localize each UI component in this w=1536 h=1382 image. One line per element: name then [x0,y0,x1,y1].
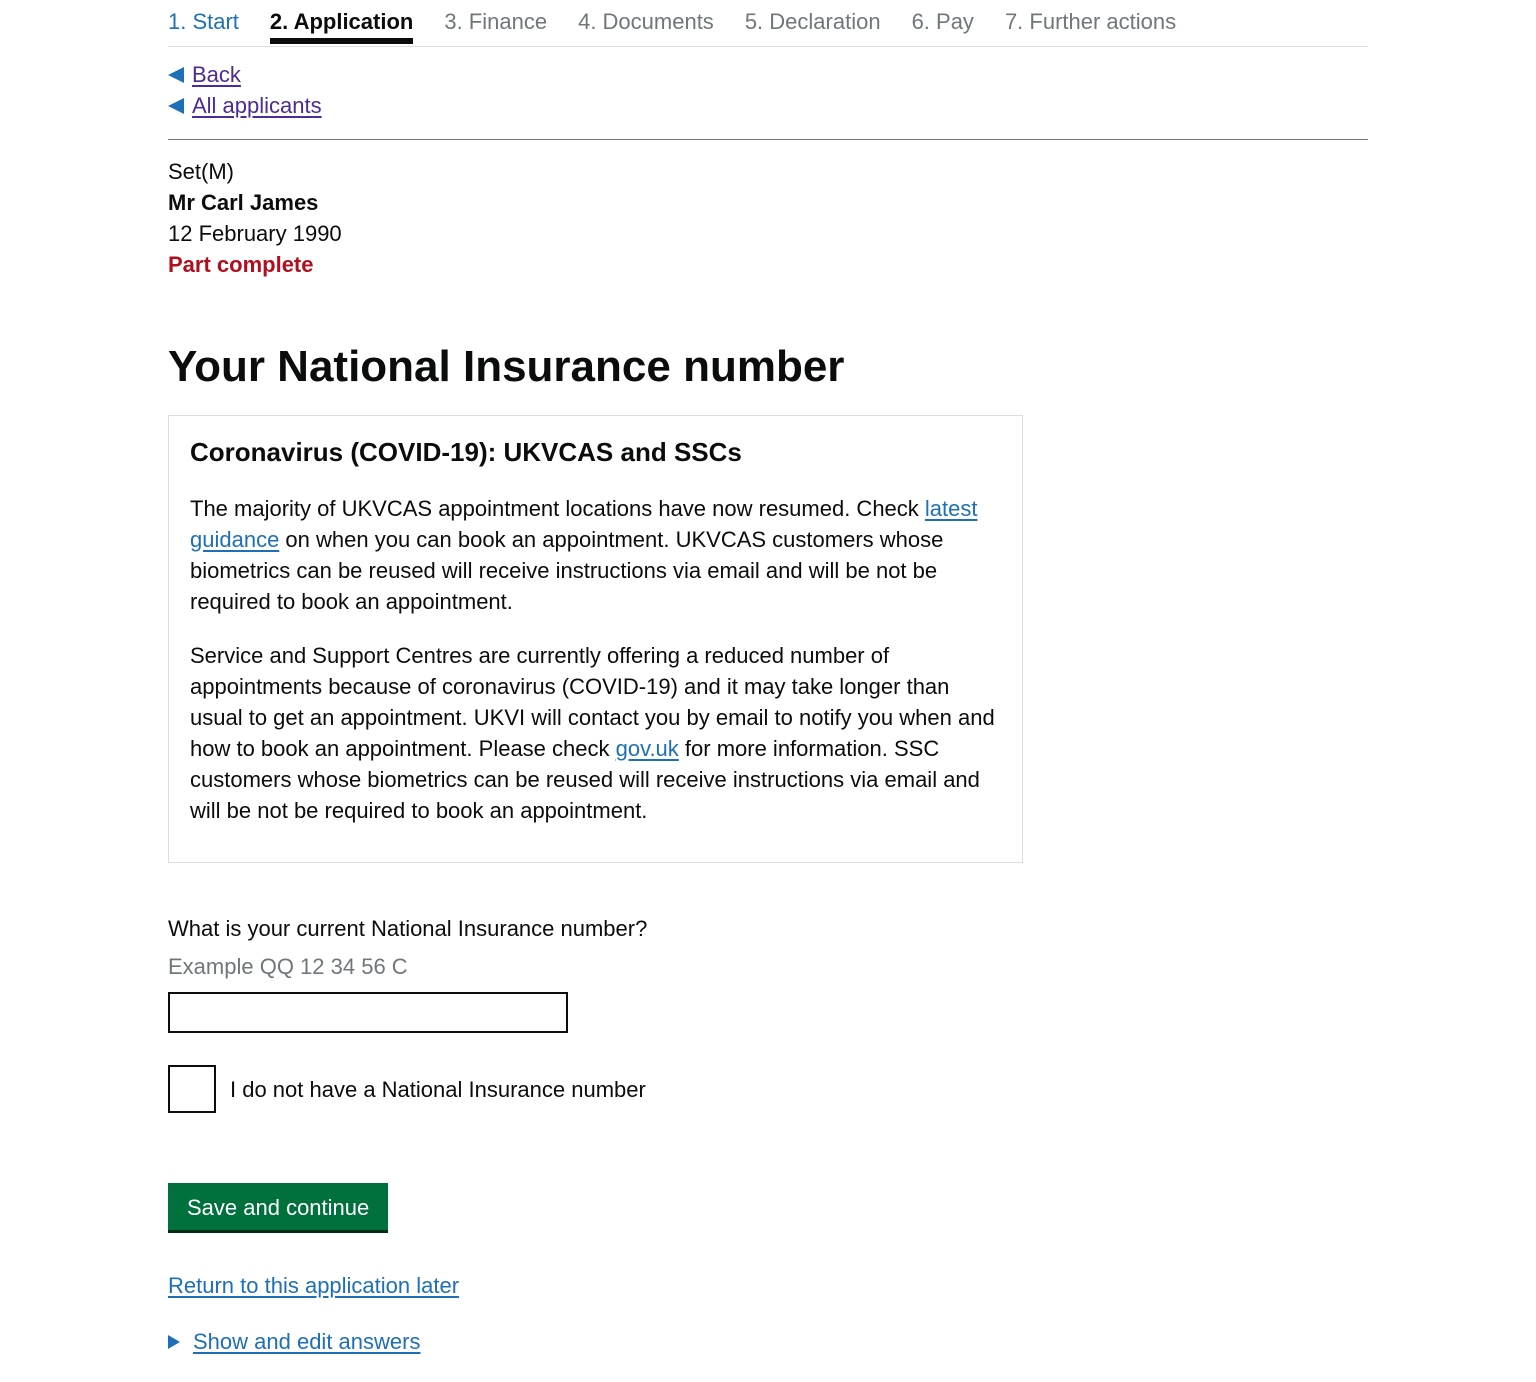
current-step-indicator [270,38,413,44]
save-and-continue-button[interactable]: Save and continue [168,1183,388,1230]
back-link[interactable]: Back [192,62,241,87]
notice-paragraph-1 [190,493,1001,617]
all-applicants-link-row [168,90,1368,121]
ni-hint: Example QQ 12 34 56 C [168,954,408,979]
no-ni-checkbox[interactable] [168,1065,216,1113]
triangle-right-icon [168,1335,180,1349]
gov-uk-link[interactable]: gov.uk [615,736,679,761]
step-finance: 3. Finance [444,9,548,34]
notice-text: on when you can book an appointment. UKVCAS customers whose biometrics can be reused will receive instructions via email and will be not be required to book an appointment. [190,527,944,614]
step-documents: 4. Documents [578,9,714,34]
return-later-link[interactable]: Return to this application later [168,1273,460,1298]
notice-text: for more information. SSC customers whose biometrics can be reused will receive instructions via email and will be not be required to book an appointment. [190,736,980,823]
no-ni-checkbox-label[interactable]: I do not have a National Insurance number [230,1076,646,1102]
step-application-label: 2. Application [269,9,414,34]
no-ni-checkbox-row [168,1065,1368,1113]
applicant-dob: 12 February 1990 [168,221,342,246]
step-further-actions: 7. Further actions [1004,9,1177,34]
status-badge: Part complete [168,252,314,277]
step-application [270,0,413,35]
latest-guidance-link[interactable]: latest guidance [190,496,978,552]
step-start[interactable]: 1. Start [168,9,239,34]
back-links [168,47,1368,140]
applicant-name: Mr Carl James [168,190,319,215]
notice-text: Service and Support Centres are currently offering a reduced number of appointments because of coronavirus (COVID-19) and it may take longer than usual to get an appointment. UKVI will contact you by email to notify you when and how to book an appointment. Please check [190,643,995,761]
page-container [168,0,1368,1357]
covid-notice-panel [168,415,1023,863]
back-link-row [168,59,1368,90]
ni-number-input[interactable] [168,992,568,1033]
applicant-summary [168,156,1368,280]
ni-question-label: What is your current National Insurance number? [168,916,648,941]
applicant-set: Set(M) [168,159,234,184]
show-edit-answers-link[interactable]: Show and edit answers [193,1329,421,1354]
step-declaration: 5. Declaration [744,9,881,34]
notice-heading: Coronavirus (COVID-19): UKVCAS and SSCs [190,437,742,467]
step-pay: 6. Pay [911,9,974,34]
page-title: Your National Insurance number [168,342,845,391]
all-applicants-link[interactable]: All applicants [192,93,322,118]
show-edit-answers-toggle[interactable] [168,1326,1368,1357]
notice-paragraph-2 [190,640,1001,826]
notice-text: The majority of UKVCAS appointment locations have now resumed. Check [190,496,925,521]
step-navigation [168,0,1368,47]
triangle-left-icon [168,98,184,114]
triangle-left-icon [168,67,184,83]
